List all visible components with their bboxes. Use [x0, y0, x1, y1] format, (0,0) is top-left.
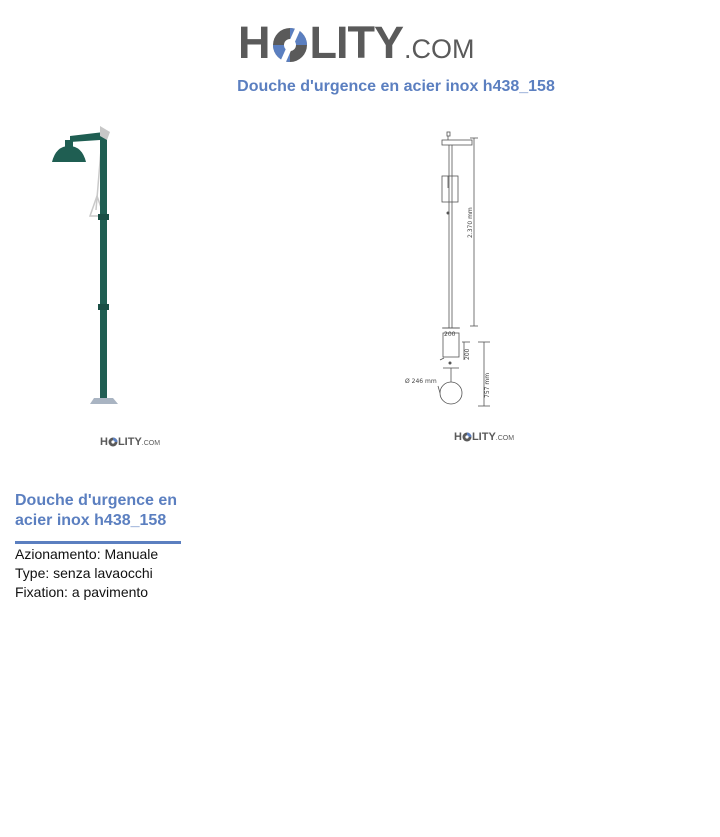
logo-text-right: LITY — [309, 17, 403, 68]
emergency-shower-photo-icon — [40, 118, 150, 408]
drawing-logo-suffix: .COM — [495, 435, 515, 442]
spec-row-azionamento: Azionamento: Manuale — [15, 546, 159, 562]
technical-drawing-icon — [400, 128, 500, 410]
spec-value: a pavimento — [71, 584, 149, 600]
dim-lower-height: 757 mm — [484, 372, 491, 398]
photo-logo — [100, 436, 160, 448]
dim-top-width: 200 — [444, 331, 456, 338]
logo-text-left: H — [238, 17, 270, 68]
logo-suffix: .COM — [404, 34, 475, 64]
drawing-logo-o-icon — [462, 431, 472, 443]
technical-drawing — [400, 128, 500, 410]
spec-label: Type — [15, 565, 46, 581]
drawing-logo-text-left: H — [454, 431, 462, 443]
logo-o-icon — [271, 18, 309, 68]
drawing-logo — [454, 431, 514, 443]
spec-list — [15, 545, 158, 602]
photo-logo-text-left: H — [100, 436, 108, 448]
spec-value: Manuale — [104, 546, 159, 562]
spec-label: Fixation — [15, 584, 65, 600]
brand-logo[interactable] — [238, 12, 482, 68]
dim-total-height: 2.370 mm — [467, 207, 474, 238]
dim-box-height: 200 — [464, 348, 471, 360]
photo-logo-suffix: .COM — [141, 440, 161, 447]
product-title: Douche d'urgence en acier inox h438_158 — [15, 492, 178, 529]
spec-value: senza lavaocchi — [53, 565, 153, 581]
dim-diameter: Ø 246 mm — [405, 378, 437, 385]
photo-logo-text-right: LITY — [117, 436, 142, 448]
title-divider — [15, 541, 181, 544]
drawing-logo-text-right: LITY — [471, 431, 496, 443]
spec-row-type: Type: senza lavaocchi — [15, 565, 153, 581]
page-title: Douche d'urgence en acier inox h438_158 — [237, 78, 555, 95]
spec-row-fixation: Fixation: a pavimento — [15, 584, 149, 600]
product-photo — [40, 118, 150, 408]
spec-label: Azionamento — [15, 546, 97, 562]
photo-logo-o-icon — [108, 436, 118, 448]
